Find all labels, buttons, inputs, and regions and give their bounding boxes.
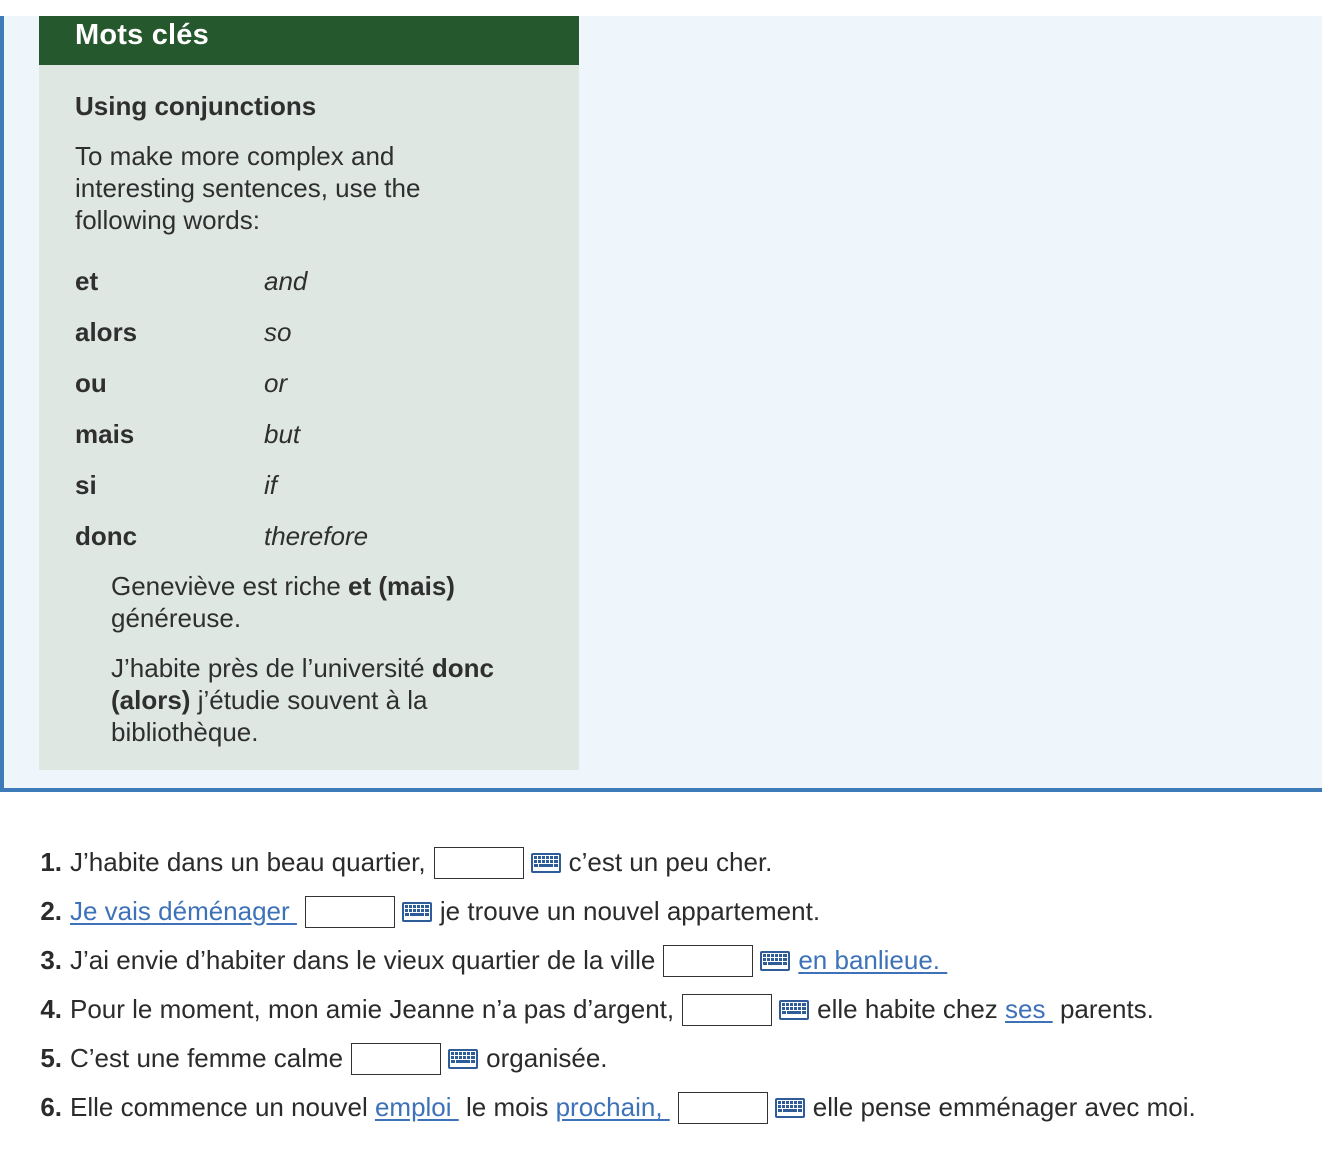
conjunction-french: donc bbox=[75, 521, 138, 551]
answer-input[interactable] bbox=[663, 945, 753, 977]
conjunction-english: if bbox=[264, 470, 277, 500]
conjunction-english: or bbox=[264, 368, 288, 398]
exercise-text: je trouve un nouvel appartement. bbox=[439, 896, 821, 926]
keywords-subtitle: Using conjunctions bbox=[75, 91, 317, 121]
exercise-number: 4. bbox=[40, 994, 62, 1024]
conjunction-row bbox=[75, 256, 579, 307]
keyboard-icon[interactable] bbox=[401, 901, 433, 923]
conjunction-english: but bbox=[264, 419, 301, 449]
exercise-list bbox=[0, 838, 1322, 1132]
exercise-item bbox=[0, 887, 1322, 936]
exercise-text: elle pense emménager avec moi. bbox=[812, 1092, 1196, 1122]
exercise-number: 3. bbox=[40, 945, 62, 975]
exercise-text: J’habite dans un beau quartier, bbox=[70, 847, 426, 877]
keywords-header: Mots clés bbox=[39, 16, 579, 65]
exercise-text: organisée. bbox=[486, 1043, 608, 1073]
exercise-item bbox=[0, 1034, 1322, 1083]
conjunction-french: et bbox=[75, 266, 99, 296]
exercise-item bbox=[0, 985, 1322, 1034]
answer-input[interactable] bbox=[351, 1043, 441, 1075]
answer-input[interactable] bbox=[434, 847, 524, 879]
vocab-link[interactable]: ses bbox=[1005, 994, 1053, 1024]
exercise-text: Elle commence un nouvel bbox=[70, 1092, 375, 1122]
keyboard-icon[interactable] bbox=[759, 950, 791, 972]
exercise-number: 5. bbox=[40, 1043, 62, 1073]
example-sentence: Geneviève est riche et (mais) généreuse. bbox=[111, 571, 455, 633]
answer-input[interactable] bbox=[682, 994, 772, 1026]
conjunction-english: therefore bbox=[264, 521, 369, 551]
exercise-item bbox=[0, 1083, 1322, 1132]
exercise-number: 1. bbox=[40, 847, 62, 877]
conjunction-english: so bbox=[264, 317, 292, 347]
answer-input[interactable] bbox=[305, 896, 395, 928]
conjunction-row bbox=[75, 358, 579, 409]
vocab-link[interactable]: emploi bbox=[374, 1092, 459, 1122]
conjunction-row bbox=[75, 409, 579, 460]
conjunction-french: ou bbox=[75, 368, 107, 398]
conjunction-french: alors bbox=[75, 317, 138, 347]
conjunction-english: and bbox=[264, 266, 308, 296]
conjunction-row bbox=[75, 511, 579, 562]
vocab-link[interactable]: en banlieue. bbox=[798, 945, 948, 975]
keywords-body bbox=[39, 65, 579, 748]
keywords-panel bbox=[0, 16, 1322, 792]
exercise-text: elle habite chez bbox=[817, 994, 1006, 1024]
keyboard-icon[interactable] bbox=[774, 1097, 806, 1119]
exercise-text: J’ai envie d’habiter dans le vieux quartier de la ville bbox=[70, 945, 656, 975]
vocab-link[interactable]: Je vais déménager bbox=[70, 896, 297, 926]
keywords-box bbox=[39, 16, 579, 770]
exercise-text: C’est une femme calme bbox=[70, 1043, 344, 1073]
exercise-number: 2. bbox=[40, 896, 62, 926]
example-sentences bbox=[75, 570, 579, 748]
answer-input[interactable] bbox=[678, 1092, 768, 1124]
conjunction-list bbox=[75, 256, 579, 562]
conjunction-french: mais bbox=[75, 419, 135, 449]
exercise-text: le mois bbox=[458, 1092, 556, 1122]
conjunction-row bbox=[75, 460, 579, 511]
keyboard-icon[interactable] bbox=[530, 852, 562, 874]
exercise-text: c’est un peu cher. bbox=[568, 847, 773, 877]
keyboard-icon[interactable] bbox=[447, 1048, 479, 1070]
conjunction-row bbox=[75, 307, 579, 358]
example-sentence: J’habite près de l’université donc (alors) j’étudie souvent à la bibliothèque. bbox=[111, 653, 494, 747]
exercise-text: Pour le moment, mon amie Jeanne n’a pas d’argent, bbox=[70, 994, 675, 1024]
exercise-text: parents. bbox=[1052, 994, 1154, 1024]
keyboard-icon[interactable] bbox=[778, 999, 810, 1021]
vocab-link[interactable]: prochain, bbox=[555, 1092, 670, 1122]
conjunction-french: si bbox=[75, 470, 97, 500]
exercise-item bbox=[0, 838, 1322, 887]
keywords-intro: To make more complex and interesting sentences, use the following words: bbox=[75, 141, 421, 235]
exercise-item bbox=[0, 936, 1322, 985]
exercise-number: 6. bbox=[40, 1092, 62, 1122]
